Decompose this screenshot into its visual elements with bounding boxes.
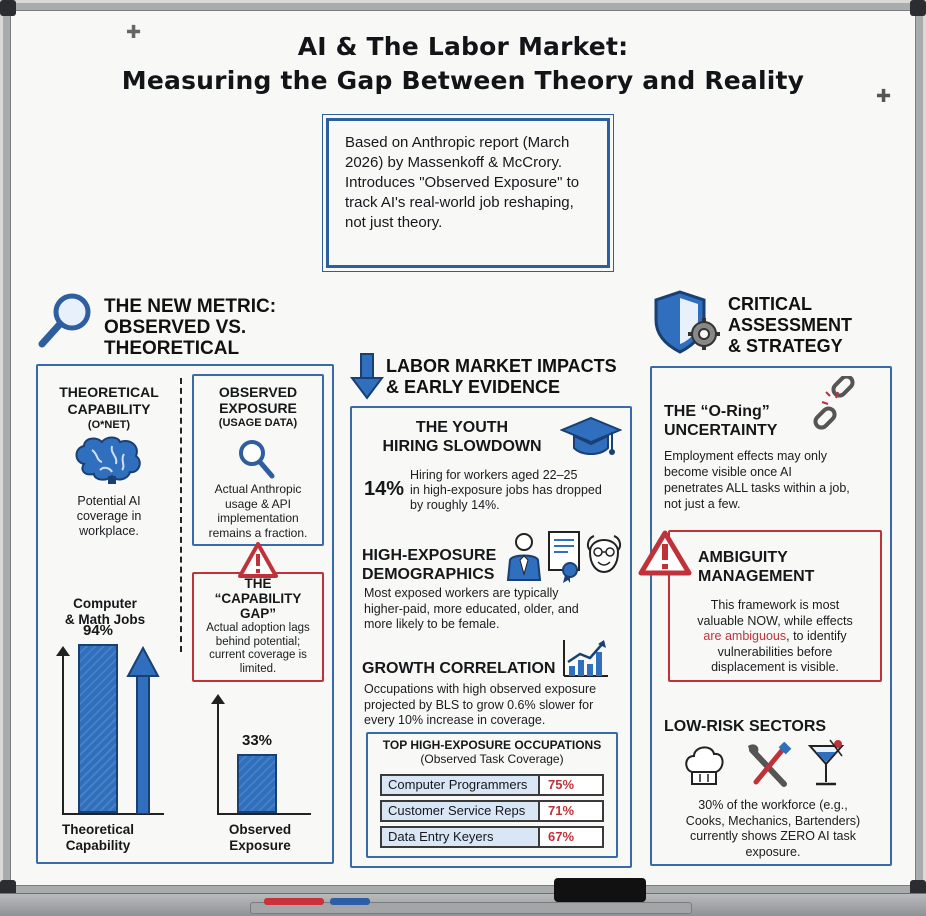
gap-title — [196, 576, 320, 621]
warning-icon — [238, 542, 278, 578]
y-axis — [62, 652, 64, 814]
table-row — [380, 800, 604, 822]
growth-desc-line: Occupations with high observed exposure — [364, 682, 597, 696]
occupation-value: 67% — [548, 829, 575, 844]
observed-desc-line: implementation — [217, 511, 299, 525]
axis-label-line: Theoretical — [61, 822, 135, 837]
theoretical-value: 94% — [82, 622, 114, 639]
left-heading — [104, 296, 276, 359]
theoretical-title — [46, 384, 172, 433]
title-line-1: AI & The Labor Market: — [297, 32, 629, 61]
gap-desc-line: limited. — [239, 662, 277, 675]
growth-title: GROWTH CORRELATION — [362, 660, 556, 677]
observed-bar — [237, 754, 277, 813]
wrench-screwdriver-icon — [744, 742, 794, 790]
axis-label-line: Observed — [228, 822, 292, 837]
ambiguity-desc-line: displacement is visible. — [711, 660, 839, 674]
oring-title-line: THE “O-Ring” — [664, 403, 770, 420]
search-icon — [236, 438, 276, 480]
page-title — [60, 30, 866, 98]
occupation-name: Customer Service Reps — [382, 802, 540, 820]
youth-desc-line: by roughly 14%. — [410, 498, 500, 512]
table-row — [380, 826, 604, 848]
cocktail-icon — [806, 738, 846, 790]
middle-heading-line: & EARLY EVIDENCE — [386, 377, 561, 397]
lowrisk-desc-line: exposure. — [745, 844, 801, 859]
observed-title-line: OBSERVED — [218, 384, 298, 400]
x-axis — [217, 813, 311, 815]
occupation-name: Data Entry Keyers — [382, 828, 540, 846]
up-arrow-icon — [126, 646, 160, 814]
title-line-2: Measuring the Gap Between Theory and Reality — [121, 66, 805, 95]
person-suit-icon — [504, 530, 544, 582]
ambiguity-title — [698, 548, 814, 586]
gap-desc — [196, 622, 320, 676]
observed-desc-line: Actual Anthropic — [214, 482, 302, 496]
demographics-title-line: DEMOGRAPHICS — [362, 566, 495, 583]
right-heading-line: & STRATEGY — [728, 336, 843, 356]
demographics-desc — [364, 586, 628, 633]
observed-desc — [196, 482, 320, 540]
growth-chart-icon — [560, 638, 610, 680]
oring-desc-line: penetrates ALL tasks within a job, — [664, 481, 850, 495]
theoretical-bar — [78, 644, 118, 813]
theoretical-desc — [50, 494, 168, 539]
bar-group-label-line: & Math Jobs — [64, 612, 146, 627]
axis-arrow — [211, 694, 225, 704]
demographics-desc-line: higher-paid, more educated, older, and — [364, 601, 579, 616]
theoretical-title-line: THEORETICAL — [59, 384, 159, 400]
ambiguity-desc-line: valuable NOW, while effects — [697, 613, 853, 628]
down-arrow-icon — [350, 352, 384, 400]
magnifier-icon — [36, 290, 100, 352]
axis-label-line: Capability — [65, 838, 131, 853]
ambiguity-desc-line — [672, 629, 878, 645]
theoretical-title-line: CAPABILITY — [67, 401, 151, 417]
elderly-person-icon — [584, 530, 624, 578]
axis-arrow — [56, 646, 70, 656]
observed-desc-line: usage & API — [224, 496, 292, 511]
theoretical-axis-label — [50, 822, 146, 854]
ambiguity-desc-line: vulnerabilities before — [717, 644, 833, 659]
observed-sub: (USAGE DATA) — [218, 417, 298, 429]
occupations-title — [366, 738, 618, 766]
lowrisk-desc-line: 30% of the workforce (e.g., — [698, 798, 848, 812]
middle-heading — [386, 356, 617, 398]
theoretical-sub: (O*NET) — [87, 419, 131, 431]
left-heading-line: OBSERVED VS. — [104, 317, 247, 338]
ambiguity-highlight: are ambiguous — [703, 629, 787, 643]
growth-desc — [364, 682, 628, 729]
occupations-title-line: TOP HIGH-EXPOSURE OCCUPATIONS — [382, 738, 602, 752]
certificate-icon — [546, 530, 584, 584]
pin-icon: ✚ — [126, 22, 142, 43]
oring-desc — [664, 448, 890, 512]
oring-title-line: UNCERTAINTY — [664, 422, 778, 439]
ambiguity-desc-line: This framework is most — [710, 598, 840, 612]
demographics-desc-line: more likely to be female. — [364, 617, 500, 631]
oring-title — [664, 402, 777, 440]
observed-title — [194, 384, 322, 431]
brain-icon — [72, 436, 144, 486]
oring-desc-line: become visible once AI — [664, 465, 792, 479]
observed-axis-label — [210, 822, 310, 854]
gap-title-line: GAP” — [239, 606, 276, 621]
youth-stat: 14% — [364, 478, 405, 500]
occupation-value: 71% — [548, 803, 575, 818]
gap-title-line: “CAPABILITY — [214, 591, 302, 606]
observed-desc-line: remains a fraction. — [208, 525, 308, 540]
demographics-desc-line: Most exposed workers are typically — [364, 586, 559, 600]
graduation-cap-icon — [560, 414, 622, 460]
youth-title-line: HIRING SLOWDOWN — [382, 438, 542, 455]
lowrisk-desc-line: currently shows ZERO AI task — [689, 829, 857, 843]
youth-title — [362, 418, 562, 456]
intro-box — [326, 118, 610, 268]
oring-desc-line: not just a few. — [664, 497, 741, 511]
gap-desc-line: current coverage is — [209, 649, 307, 661]
y-axis — [217, 700, 219, 814]
growth-desc-line: projected by BLS to grow 0.6% slower for — [364, 697, 594, 712]
table-row — [380, 774, 604, 796]
gap-desc-line: Actual adoption lags — [206, 622, 310, 634]
gap-desc-line: behind potential; — [215, 635, 301, 648]
theoretical-desc-line: Potential AI — [77, 494, 141, 508]
occupations-subtitle: (Observed Task Coverage) — [420, 752, 564, 766]
pin-icon: ✚ — [876, 86, 892, 107]
shield-gear-icon — [650, 288, 722, 356]
middle-heading-line: LABOR MARKET IMPACTS — [386, 356, 617, 376]
warning-icon — [638, 530, 692, 576]
eraser[interactable] — [554, 878, 646, 902]
right-heading — [728, 294, 852, 357]
observed-value: 33% — [241, 732, 273, 749]
demographics-title — [362, 546, 496, 584]
youth-desc — [410, 468, 630, 513]
ambiguity-desc-after: , to identify — [786, 629, 847, 643]
gap-title-line: THE — [244, 576, 272, 591]
chef-hat-icon — [682, 742, 726, 790]
observed-title-line: EXPOSURE — [219, 400, 297, 416]
demographics-title-line: HIGH-EXPOSURE — [362, 547, 497, 564]
youth-desc-line: in high-exposure jobs has dropped — [410, 483, 602, 497]
column-divider — [180, 378, 182, 652]
theoretical-desc-line: workplace. — [79, 524, 139, 538]
blue-marker[interactable] — [330, 898, 370, 905]
left-heading-line: THE NEW METRIC: — [104, 296, 277, 317]
ambiguity-desc — [672, 598, 878, 676]
frame-corner — [0, 0, 16, 16]
intro-text: Based on Anthropic report (March 2026) by Massenkoff & McCrory. Introduces "Observed Exposure" to track AI's real-world job reshaping, not just theory. — [345, 134, 580, 231]
axis-label-line: Exposure — [229, 838, 291, 853]
occupation-name: Computer Programmers — [382, 776, 540, 794]
ambiguity-title-line: AMBIGUITY — [698, 549, 788, 566]
lowrisk-title: LOW-RISK SECTORS — [664, 718, 827, 735]
youth-desc-line: Hiring for workers aged 22–25 — [410, 468, 578, 482]
oring-desc-line: Employment effects may only — [664, 449, 828, 463]
theoretical-desc-line: coverage in — [76, 509, 142, 523]
right-heading-line: CRITICAL — [728, 294, 812, 314]
occupation-value: 75% — [548, 777, 575, 792]
ambiguity-title-line: MANAGEMENT — [698, 568, 815, 585]
left-heading-line: THEORETICAL — [104, 338, 240, 359]
lowrisk-desc — [660, 798, 886, 860]
right-heading-line: ASSESSMENT — [728, 315, 853, 335]
growth-desc-line: every 10% increase in coverage. — [364, 713, 546, 727]
youth-title-line: THE YOUTH — [415, 419, 509, 436]
frame-corner — [910, 0, 926, 16]
red-marker[interactable] — [264, 898, 324, 905]
lowrisk-desc-line: Cooks, Mechanics, Bartenders) — [685, 813, 861, 828]
broken-chain-icon — [806, 376, 860, 432]
bar-group-label-line: Computer — [73, 596, 137, 611]
